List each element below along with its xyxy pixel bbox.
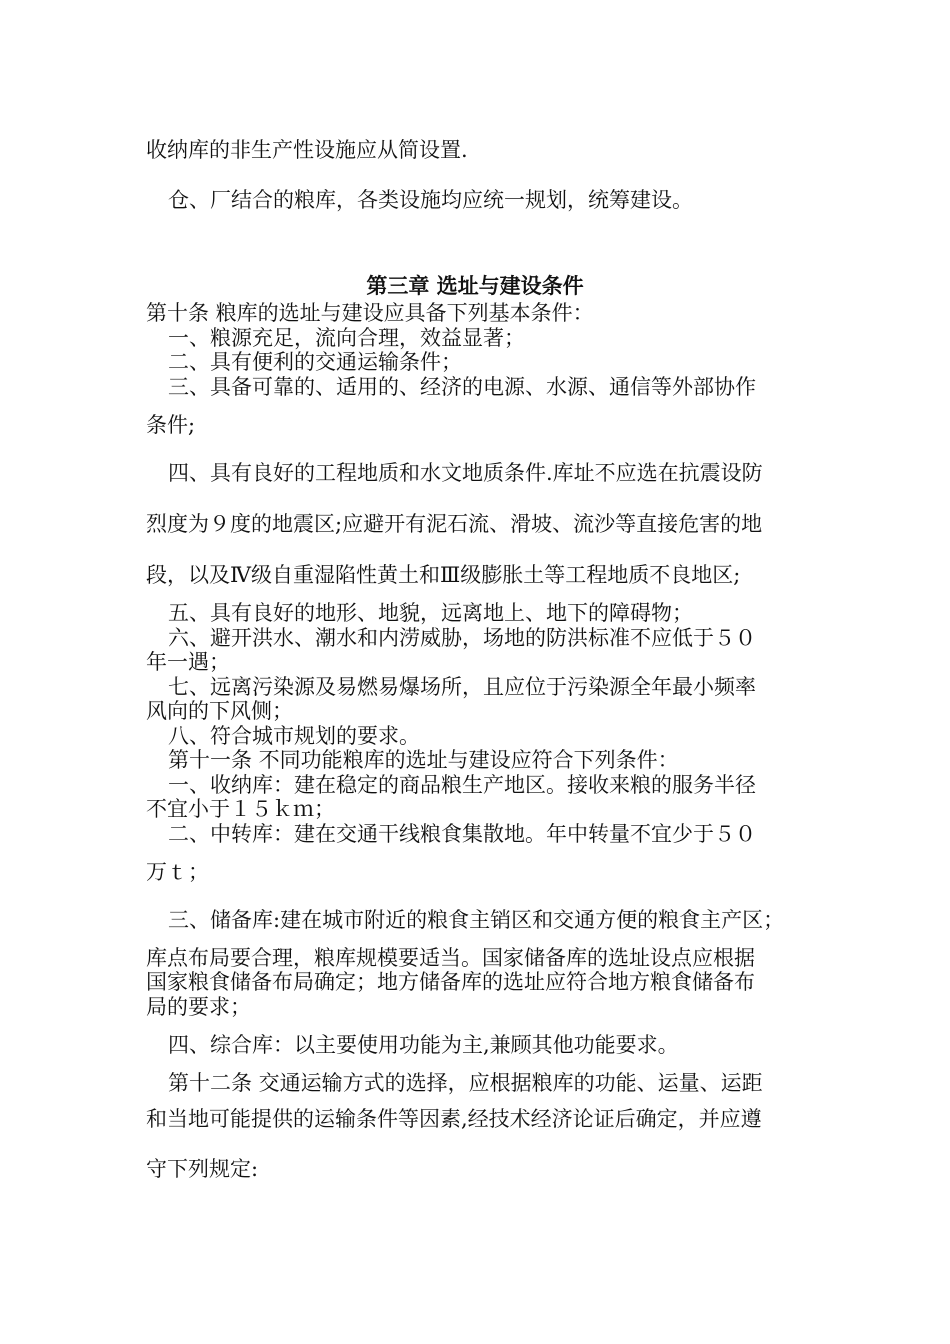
article-11-item-3-line-2: 库点布局要合理，粮库规模要适当。国家储备库的选址设点应根据 [146, 946, 755, 970]
article-11-item-3-line-4: 局的要求； [146, 995, 251, 1019]
article-10-item-4-line-3: 段，以及Ⅳ级自重湿陷性黄土和Ⅲ级膨胀土等工程地质不良地区; [146, 563, 741, 587]
article-11-item-3-line-1: 三、储备库:建在城市附近的粮食主销区和交通方便的粮食主产区； [168, 908, 785, 932]
article-12-line-2: 和当地可能提供的运输条件等因素,经技术经济论证后确定，并应遵 [146, 1107, 762, 1131]
article-11-item-3-line-3: 国家粮食储备布局确定；地方储备库的选址应符合地方粮食储备布 [146, 970, 755, 994]
article-10-heading: 第十条 粮库的选址与建设应具备下列基本条件： [146, 301, 594, 325]
chapter-title: 第三章 选址与建设条件 [366, 274, 584, 298]
article-11-item-1-line-1: 一、收纳库：建在稳定的商品粮生产地区。接收来粮的服务半径 [168, 773, 756, 797]
article-11-item-2-line-1: 二、中转库：建在交通干线粮食集散地。年中转量不宜少于５０ [168, 822, 756, 846]
article-10-item-4-line-1: 四、具有良好的工程地质和水文地质条件.库址不应选在抗震设防 [168, 461, 763, 485]
article-10-item-6-line-2: 年一遇； [146, 650, 230, 674]
article-10-item-3-line-1: 三、具备可靠的、适用的、经济的电源、水源、通信等外部协作 [168, 375, 756, 399]
article-10-item-3-line-2: 条件; [146, 413, 196, 437]
article-10-item-6-line-1: 六、避开洪水、潮水和内涝威胁，场地的防洪标准不应低于５０ [168, 626, 756, 650]
article-11-item-1-line-2: 不宜小于１５ｋｍ； [146, 797, 335, 821]
intro-paragraph-2: 仓、厂结合的粮库，各类设施均应统一规划，统筹建设。 [168, 188, 693, 212]
article-12-line-1: 第十二条 交通运输方式的选择，应根据粮库的功能、运量、运距 [168, 1071, 763, 1095]
article-10-item-8: 八、符合城市规划的要求。 [168, 724, 420, 748]
article-11-heading: 第十一条 不同功能粮库的选址与建设应符合下列条件： [168, 748, 679, 772]
article-12-line-3: 守下列规定: [146, 1157, 259, 1181]
article-10-item-5: 五、具有良好的地形、地貌，远离地上、地下的障碍物； [168, 601, 693, 625]
article-10-item-1: 一、粮源充足，流向合理，效益显著； [168, 326, 525, 350]
article-10-item-2: 二、具有便利的交通运输条件； [168, 350, 462, 374]
article-11-item-2-line-2: 万ｔ； [146, 860, 209, 884]
article-10-item-7-line-2: 风向的下风侧； [146, 699, 293, 723]
intro-paragraph-1: 收纳库的非生产性设施应从简设置. [146, 138, 468, 162]
article-10-item-7-line-1: 七、远离污染源及易燃易爆场所，且应位于污染源全年最小频率 [168, 675, 756, 699]
article-10-item-4-line-2: 烈度为９度的地震区;应避开有泥石流、滑坡、流沙等直接危害的地 [146, 512, 763, 536]
article-11-item-4: 四、综合库：以主要使用功能为主,兼顾其他功能要求。 [168, 1033, 679, 1057]
